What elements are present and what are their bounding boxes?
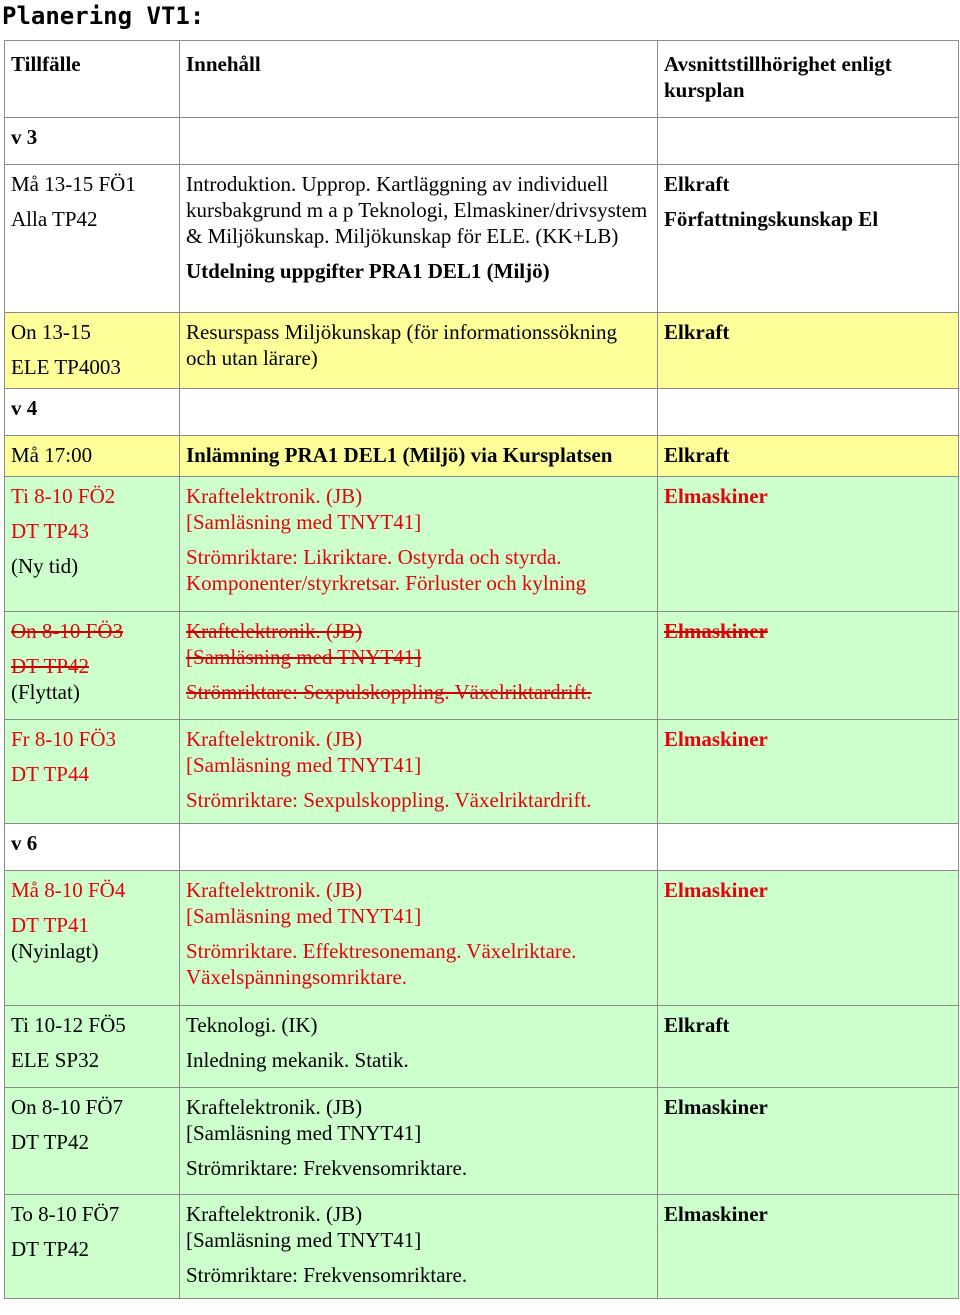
week-label: v 6 — [5, 824, 180, 871]
section-line: Elmaskiner — [664, 878, 768, 902]
content-cell — [180, 612, 658, 720]
table-row — [5, 1195, 959, 1299]
content-line: Kraftelektronik. (JB) — [186, 878, 363, 902]
when-line: ELE SP32 — [11, 1048, 100, 1072]
when-line: Må 17:00 — [11, 443, 93, 467]
when-cell — [5, 1195, 180, 1299]
content-cell — [180, 477, 658, 612]
when-cell — [5, 165, 180, 313]
when-cell — [5, 1006, 180, 1088]
section-cell — [658, 1006, 959, 1088]
week-row — [5, 118, 959, 165]
content-cell — [180, 871, 658, 1006]
when-cell — [5, 436, 180, 477]
when-line: DT TP42 — [11, 1130, 89, 1154]
section-cell — [658, 165, 959, 313]
when-line: Alla TP42 — [11, 207, 98, 231]
table-row — [5, 612, 959, 720]
when-line: Må 13-15 FÖ1 — [11, 172, 136, 196]
table-row — [5, 1006, 959, 1088]
schedule-table — [4, 40, 959, 1299]
when-cell — [5, 871, 180, 1006]
when-line: DT TP43 — [11, 519, 89, 543]
content-line: Strömriktare: Sexpulskoppling. Växelriktardrift. — [186, 680, 592, 704]
section-line: Elmaskiner — [664, 619, 768, 643]
content-line: Utdelning uppgifter PRA1 DEL1 (Miljö) — [186, 259, 550, 283]
section-cell — [658, 871, 959, 1006]
content-line: Strömriktare: Frekvensomriktare. — [186, 1263, 468, 1287]
when-cell — [5, 477, 180, 612]
content-line: Strömriktare: Sexpulskoppling. Växelriktardrift. — [186, 788, 592, 812]
section-cell — [658, 477, 959, 612]
content-line: Kraftelektronik. (JB) — [186, 1202, 363, 1226]
section-line: Elkraft — [664, 443, 730, 467]
when-line: (Nyinlagt) — [11, 939, 99, 963]
content-cell — [180, 1088, 658, 1195]
section-cell — [658, 612, 959, 720]
table-row — [5, 720, 959, 824]
content-line: [Samläsning med TNYT41] — [186, 1228, 422, 1252]
when-line: DT TP44 — [11, 762, 89, 786]
content-cell — [180, 165, 658, 313]
when-line: (Ny tid) — [11, 554, 79, 578]
section-line: Elmaskiner — [664, 1202, 768, 1226]
when-line: Ti 8-10 FÖ2 — [11, 484, 116, 508]
when-line: Fr 8-10 FÖ3 — [11, 727, 117, 751]
when-line: Ti 10-12 FÖ5 — [11, 1013, 126, 1037]
when-cell — [5, 1088, 180, 1195]
header-tillfalle: Tillfälle — [5, 41, 180, 118]
when-line: DT TP42 — [11, 654, 89, 678]
content-line: [Samläsning med TNYT41] — [186, 645, 422, 669]
when-line: DT TP42 — [11, 1237, 89, 1261]
section-line: Elmaskiner — [664, 727, 768, 751]
content-line: Introduktion. Upprop. Kartläggning av individuell kursbakgrund m a p Teknologi, Elmaskiner/drivsystem & Miljökunskap. Miljökunskap för ELE. (KK+LB) — [186, 172, 648, 248]
table-row — [5, 1088, 959, 1195]
content-line: Kraftelektronik. (JB) — [186, 484, 363, 508]
table-row — [5, 477, 959, 612]
section-line: Författningskunskap El — [664, 207, 879, 231]
header-innehall: Innehåll — [180, 41, 658, 118]
content-cell — [180, 1006, 658, 1088]
when-line: On 8-10 FÖ3 — [11, 619, 124, 643]
table-row — [5, 871, 959, 1006]
when-cell — [5, 720, 180, 824]
content-cell — [180, 1195, 658, 1299]
section-cell — [658, 313, 959, 389]
content-line: Teknologi. (IK) — [186, 1013, 318, 1037]
content-line: [Samläsning med TNYT41] — [186, 510, 422, 534]
week-row — [5, 389, 959, 436]
content-line: Inlämning PRA1 DEL1 (Miljö) via Kursplatsen — [186, 443, 613, 467]
when-cell — [5, 313, 180, 389]
content-line: Strömriktare. Effektresonemang. Växelriktare. Växelspänningsomriktare. — [186, 939, 577, 989]
section-cell — [658, 1088, 959, 1195]
content-cell — [180, 436, 658, 477]
header-row — [5, 41, 959, 118]
content-line: Kraftelektronik. (JB) — [186, 727, 363, 751]
page-title: Planering VT1: — [2, 2, 205, 30]
content-line: [Samläsning med TNYT41] — [186, 904, 422, 928]
content-cell — [180, 720, 658, 824]
when-line: (Flyttat) — [11, 680, 80, 704]
when-cell — [5, 612, 180, 720]
table-row — [5, 165, 959, 313]
section-line: Elkraft — [664, 1013, 730, 1037]
table-row — [5, 313, 959, 389]
header-avsnitt: Avsnittstillhörighet enligt kursplan — [658, 41, 959, 118]
week-label: v 3 — [5, 118, 180, 165]
week-label: v 4 — [5, 389, 180, 436]
content-line: Strömriktare: Likriktare. Ostyrda och styrda. Komponenter/styrkretsar. Förluster och kylning — [186, 545, 587, 595]
content-line: Inledning mekanik. Statik. — [186, 1048, 409, 1072]
content-line: [Samläsning med TNYT41] — [186, 1121, 422, 1145]
section-line: Elmaskiner — [664, 1095, 768, 1119]
when-line: On 8-10 FÖ7 — [11, 1095, 124, 1119]
content-line: Resurspass Miljökunskap (för informationssökning och utan lärare) — [186, 320, 618, 370]
section-line: Elmaskiner — [664, 484, 768, 508]
week-row — [5, 824, 959, 871]
section-cell — [658, 1195, 959, 1299]
when-line: To 8-10 FÖ7 — [11, 1202, 120, 1226]
section-line: Elkraft — [664, 320, 730, 344]
table-row — [5, 436, 959, 477]
section-line: Elkraft — [664, 172, 730, 196]
content-line: Kraftelektronik. (JB) — [186, 619, 363, 643]
section-cell — [658, 720, 959, 824]
content-line: [Samläsning med TNYT41] — [186, 753, 422, 777]
content-line: Kraftelektronik. (JB) — [186, 1095, 363, 1119]
content-line: Strömriktare: Frekvensomriktare. — [186, 1156, 468, 1180]
when-line: On 13-15 — [11, 320, 91, 344]
when-line: Må 8-10 FÖ4 — [11, 878, 126, 902]
when-line: ELE TP4003 — [11, 355, 121, 379]
content-cell — [180, 313, 658, 389]
when-line: DT TP41 — [11, 913, 89, 937]
section-cell — [658, 436, 959, 477]
